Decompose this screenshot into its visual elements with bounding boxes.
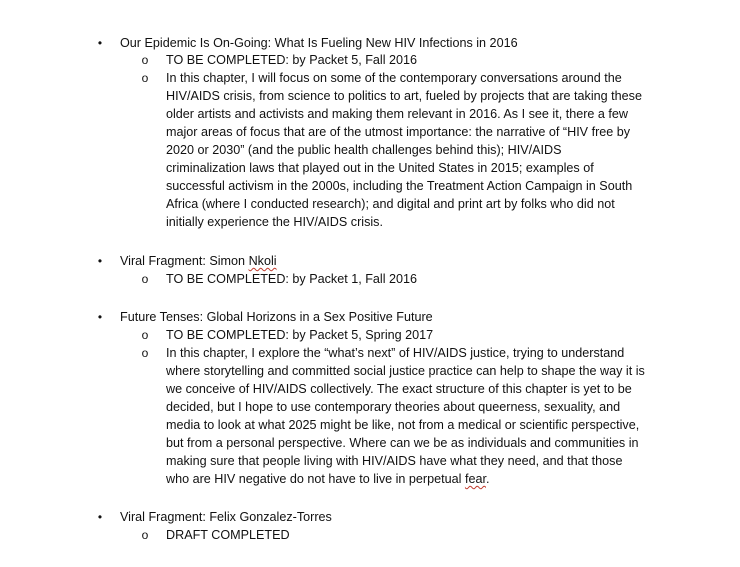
bullet-glyph: • — [97, 36, 103, 50]
sub-bullet-glyph: o — [141, 528, 149, 542]
bullet-glyph: • — [97, 510, 103, 524]
bullet-glyph: • — [97, 310, 103, 324]
list-item-text: TO BE COMPLETED: by Packet 5, Fall 2016 — [166, 53, 418, 67]
sub-bullet-glyph: o — [141, 53, 149, 67]
spellcheck-flagged-word[interactable]: Nkoli — [248, 254, 277, 268]
list-item-text: TO BE COMPLETED: by Packet 5, Spring 2017 — [166, 328, 434, 342]
section-title: Viral Fragment: Felix Gonzalez-Torres — [120, 510, 332, 524]
section-title: Our Epidemic Is On-Going: What Is Fueling New HIV Infections in 2016 — [120, 36, 518, 50]
list-item-text: DRAFT COMPLETED — [166, 528, 290, 542]
spellcheck-flagged-word[interactable]: fear — [464, 472, 486, 486]
sub-bullet-glyph: o — [141, 272, 149, 286]
section-title: Future Tenses: Global Horizons in a Sex Positive Future — [120, 310, 433, 324]
paragraph-text: In this chapter, I will focus on some of the contemporary conversations around the HIV/AIDS crisis, from science to politics to art, fueled by projects that are taking these older artists and activists and making them relevant in 2016. As I see it, there a few major areas of focus that are of the utmost importance: the narrative of “HIV free by 2020 or 2030” (and the public health challenges behind this); HIV/AIDS criminalization laws that played out in the United States in 2015; examples of successful activism in the 2000s, including the Treatment Action Campaign in South Africa (where I conducted research); and digital and print art by folks who did not initially experience the HIV/AIDS crisis. — [166, 71, 642, 229]
sub-bullet-glyph: o — [141, 71, 149, 85]
sub-bullet-glyph: o — [141, 328, 149, 342]
list-item-text: TO BE COMPLETED: by Packet 1, Fall 2016 — [166, 272, 418, 286]
bullet-glyph: • — [97, 254, 103, 268]
section-title: Viral Fragment: Simon Nkoli — [120, 254, 277, 268]
paragraph-text: In this chapter, I explore the “what’s next” of HIV/AIDS justice, trying to understand where storytelling and committed social justice practice can help to shape the way it is we conceive of HIV/AIDS collectively. The exact structure of this chapter is yet to be decided, but I hope to use contemporary theories about queerness, sexuality, and media to look at what 2025 might be like, not from a medical or scientific perspective, but from a personal perspective. Where can we be as individuals and communities in making sure that people living with HIV/AIDS have what they need, and that those who are HIV negative do not have to live in perpetual fear. — [166, 346, 645, 486]
sub-bullet-glyph: o — [141, 346, 149, 360]
